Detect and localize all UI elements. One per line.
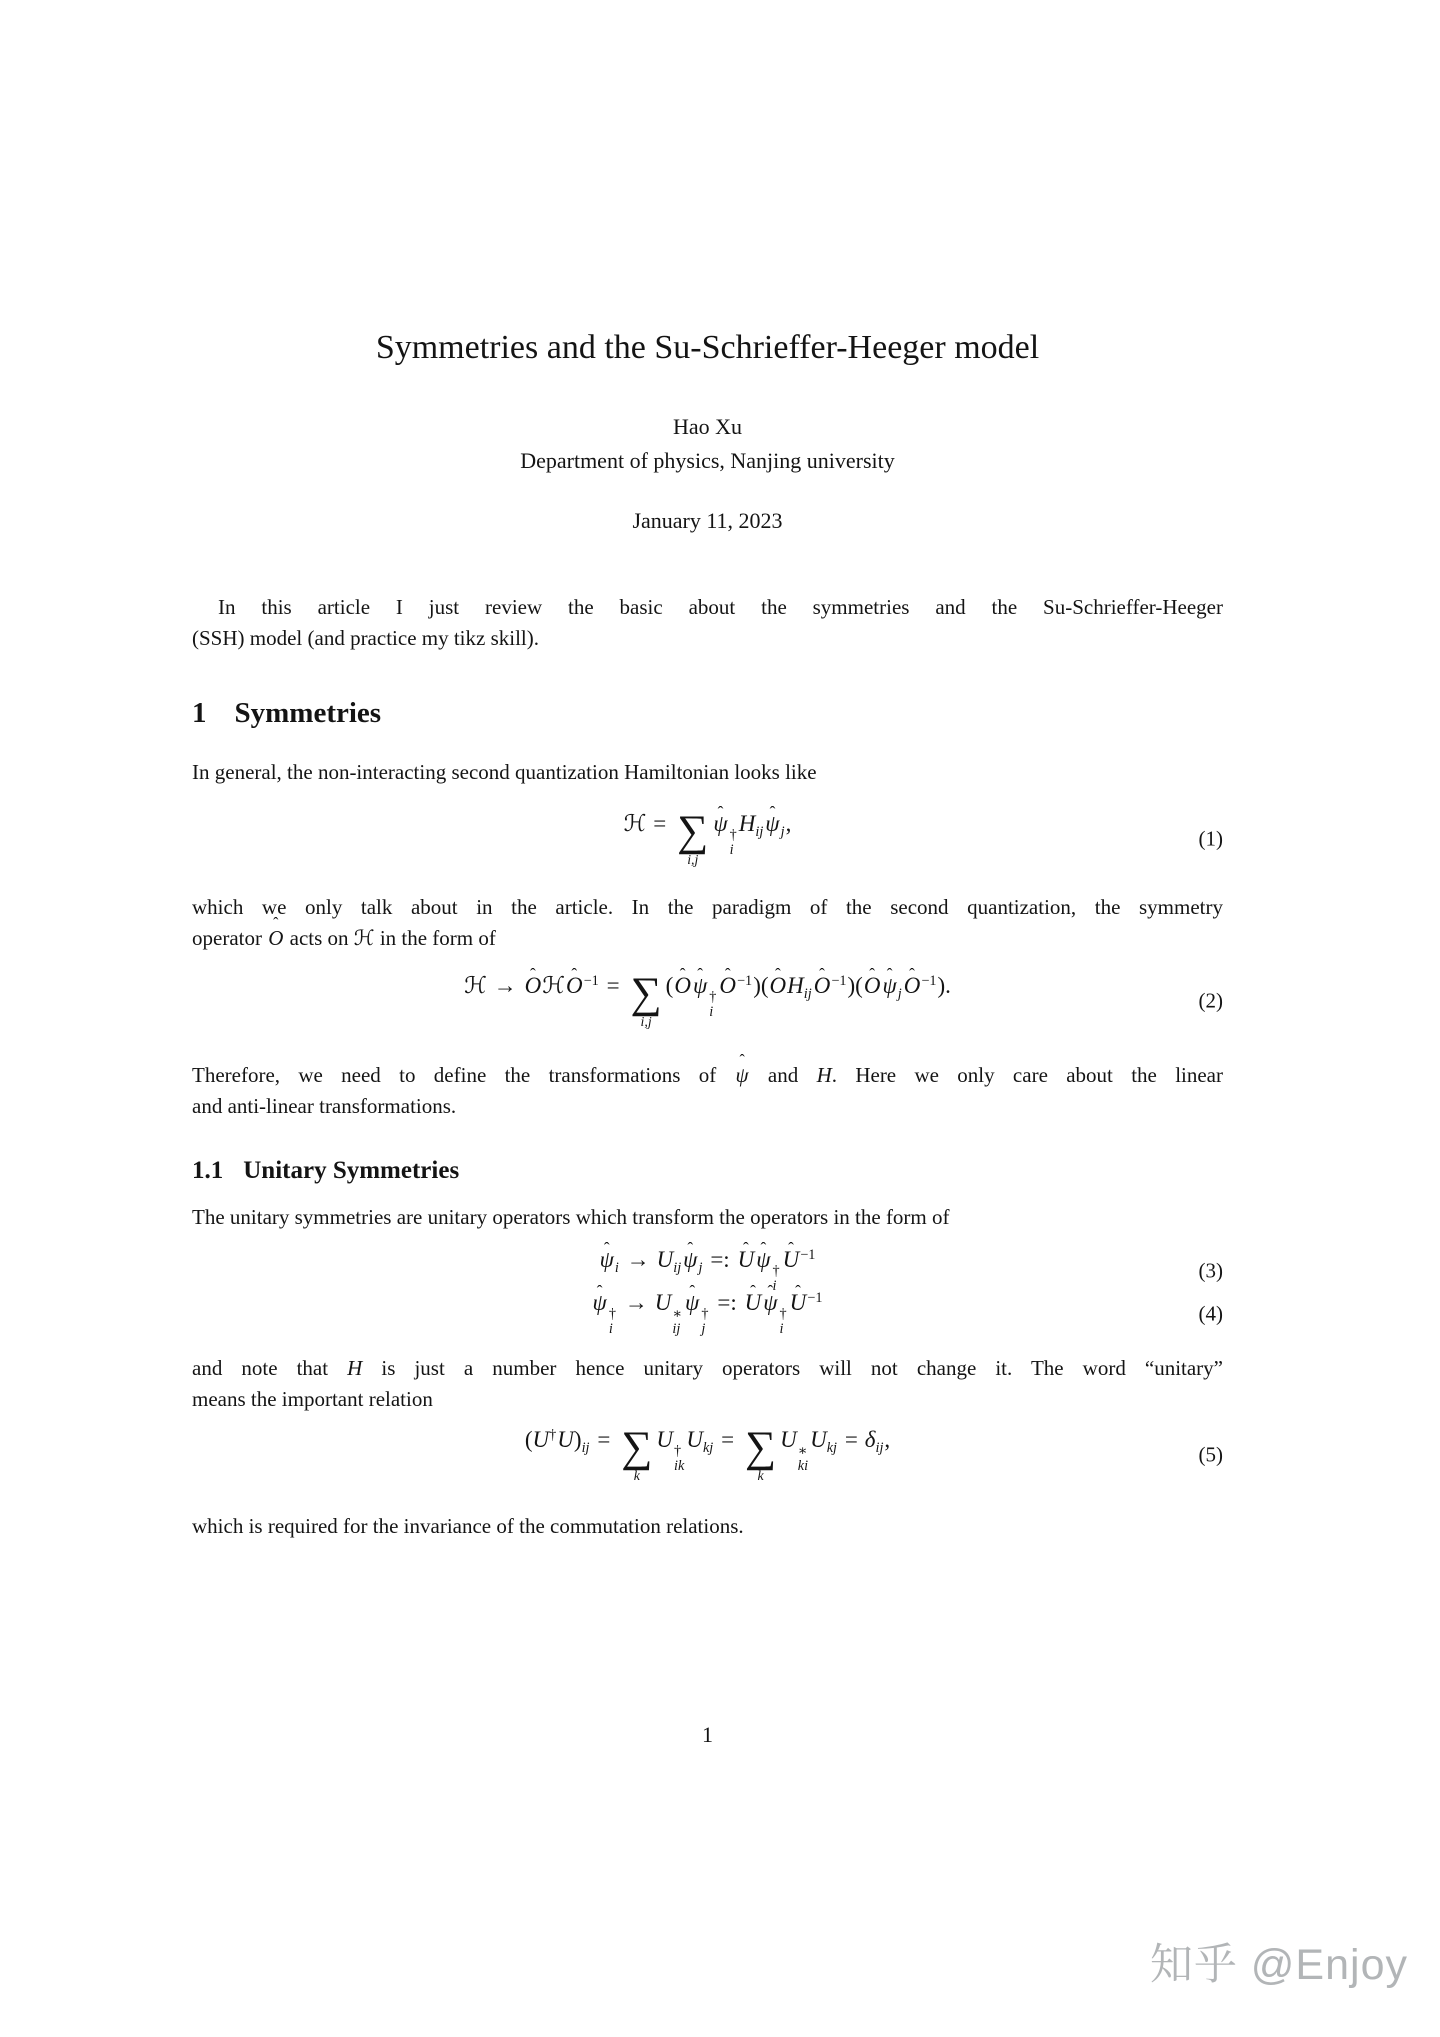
paragraph-line: means the important relation bbox=[192, 1387, 433, 1411]
paragraph-line: and anti-linear transformations. bbox=[192, 1094, 457, 1118]
section-number: 1.1 bbox=[192, 1157, 224, 1184]
author-block bbox=[192, 410, 1223, 478]
equation-3 bbox=[192, 1249, 1223, 1293]
equation-3-label: (3) bbox=[1198, 1258, 1223, 1283]
equation-2 bbox=[192, 957, 1223, 1045]
paragraph-line: (SSH) model (and practice my tikz skill). bbox=[192, 626, 540, 650]
paragraph-line: which is required for the invariance of the commutation relations. bbox=[192, 1514, 744, 1538]
author-affiliation: Department of physics, Nanjing university bbox=[520, 448, 895, 473]
paragraph bbox=[192, 1060, 1223, 1122]
paragraph bbox=[192, 892, 1223, 954]
equation-2-label: (2) bbox=[1198, 988, 1223, 1013]
paragraph bbox=[192, 1511, 1223, 1542]
equation-2-body: ℋ → O ˆℋO ˆ$^{-1}$ = ∑ i,j (O ˆψ ˆ † i O ˆ$^{-1}$)(O ˆH$_{ij}$O ˆ$^{-1}$)(O ˆψ ˆ$_j$O ˆ$^{-1}$). bbox=[464, 973, 951, 1029]
paper-title: Symmetries and the Su-Schrieffer-Heeger model bbox=[375, 329, 1040, 366]
equation-4-label: (4) bbox=[1198, 1301, 1223, 1326]
equation-5 bbox=[192, 1412, 1223, 1498]
paragraph-line: which we only talk about in the article. In the paradigm of the second quantization, the symmetry bbox=[192, 895, 1223, 919]
paragraph bbox=[192, 1353, 1223, 1415]
paragraph-line: and note that H is just a number hence unitary operators will not change it. The word “unitary” bbox=[192, 1356, 1223, 1380]
paragraph bbox=[192, 1202, 1223, 1233]
section-title: Unitary Symmetries bbox=[243, 1157, 460, 1184]
paragraph bbox=[192, 757, 1223, 788]
section-title: Symmetries bbox=[234, 697, 382, 729]
equation-5-label: (5) bbox=[1198, 1442, 1223, 1467]
watermark: 知乎 @Enjoy bbox=[1149, 1941, 1408, 1989]
equation-1 bbox=[192, 795, 1223, 883]
section-number: 1 bbox=[192, 697, 207, 729]
equation-4-body: ψ ˆ † i → U ∗ ij ψ ˆ † j =: U ˆψ ˆ † i U ˆ$^{-1}$ bbox=[592, 1291, 824, 1337]
equation-1-body: ℋ = ∑ i,j ψ ˆ † i $H_{ij}\psi$ ˆ$_j$, bbox=[624, 811, 792, 867]
author-name: Hao Xu bbox=[672, 414, 743, 439]
page-number: 1 bbox=[702, 1722, 713, 1747]
paragraph-line: In general, the non-interacting second quantization Hamiltonian looks like bbox=[192, 760, 817, 784]
equation-1-label: (1) bbox=[1198, 826, 1223, 851]
paragraph-line: Therefore, we need to define the transformations of ψ ˆ and H. Here we only care about the linear bbox=[192, 1060, 1223, 1091]
section-heading-1-1 bbox=[192, 1154, 1223, 1187]
intro-paragraph bbox=[192, 592, 1223, 654]
paragraph-line: The unitary symmetries are unitary operators which transform the operators in the form of bbox=[192, 1205, 950, 1229]
equation-5-body: $(U^\dagger U)_{ij}$ = ∑ k U † ik $U_{kj}$ = ∑ k U ∗ ki $U_{kj} = \delta_{ij}$, bbox=[524, 1422, 891, 1484]
equation-4 bbox=[192, 1291, 1223, 1337]
section-heading-1 bbox=[192, 694, 1223, 732]
equation-3-body: ψ ˆ$_i$ → $U_{ij}\psi$ ˆ$_j$ =: U ˆψ ˆ † i U ˆ$^{-1}$ bbox=[599, 1248, 817, 1294]
paragraph-line: In this article I just review the basic about the symmetries and the Su-Schrieffer-Heeger bbox=[218, 595, 1223, 619]
paragraph-line: operator O ˆ acts on ℋ in the form of bbox=[192, 923, 1223, 954]
paper-date: January 11, 2023 bbox=[632, 508, 783, 533]
